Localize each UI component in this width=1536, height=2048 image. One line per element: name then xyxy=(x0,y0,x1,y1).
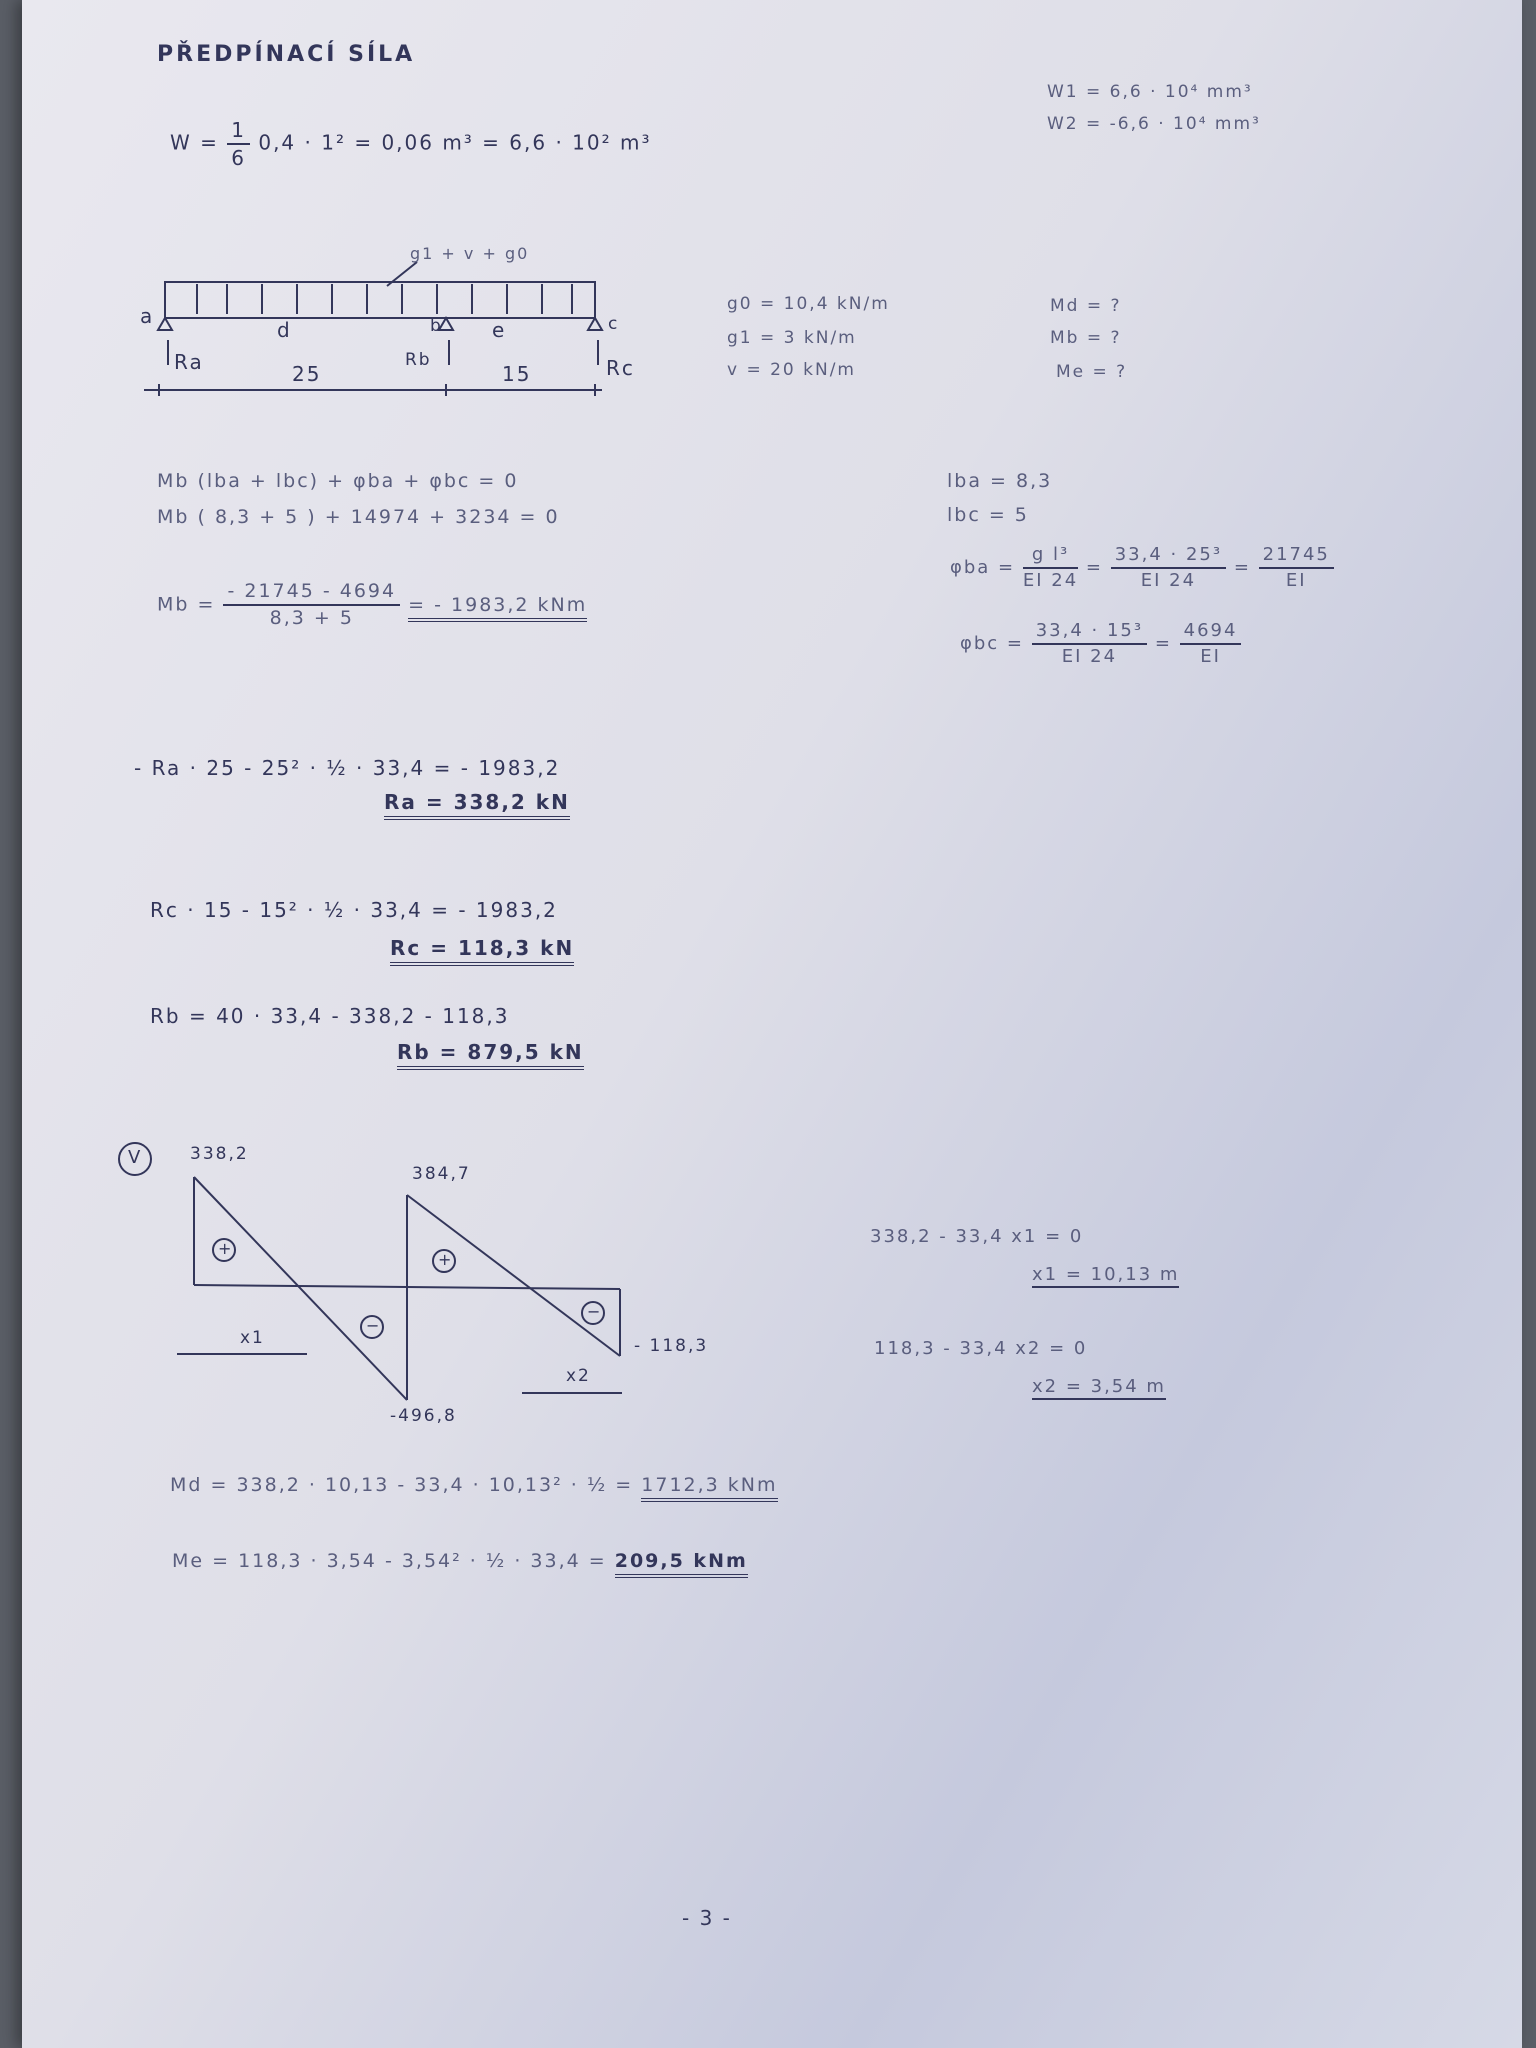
shear-label: V xyxy=(128,1147,141,1168)
mb-lhs: Mb = xyxy=(157,593,216,616)
md-result: 1712,3 kNm xyxy=(641,1474,777,1502)
w2-value: W2 = -6,6 · 10⁴ mm³ xyxy=(1047,114,1261,134)
x1-equation: 338,2 - 33,4 x1 = 0 xyxy=(870,1226,1084,1247)
phi-bc-frac1-den: EI 24 xyxy=(1061,646,1118,667)
rc-equation: Rc · 15 - 15² · ½ · 33,4 = - 1983,2 xyxy=(150,898,558,922)
point-a-label: a xyxy=(140,304,155,328)
mb-num: - 21745 - 4694 xyxy=(223,582,400,606)
shear-diagram xyxy=(22,0,1522,2048)
paper-sheet xyxy=(22,0,1522,2048)
point-d-label: d xyxy=(277,318,292,342)
mb-unknown: Mb = ? xyxy=(1050,328,1122,348)
span-ab-label: 25 xyxy=(292,362,322,386)
md-equation xyxy=(170,1476,778,1495)
phi-bc-formula: φbc = $\frac{\text{33,4 · 15³}}{EI 24}$ = $\frac{4694}{EI}$ xyxy=(960,622,1241,666)
point-b-label: b xyxy=(430,316,443,336)
span-bc-label: 15 xyxy=(502,362,532,386)
w-rest: 0,4 · 1² = 0,06 m³ = 6,6 · 10² m³ xyxy=(258,130,652,155)
phi-ba-formula: φba = $\frac{\text{g l³}}{EI 24}$ = $\frac{\text{33,4 · 25³}}{EI 24}$ = $\frac{21745}{EI}$ xyxy=(950,546,1334,590)
phi-bc-frac1-num: 33,4 · 15³ xyxy=(1032,622,1147,645)
reaction-b-label: Rb xyxy=(405,350,432,370)
shear-value-b-left: -496,8 xyxy=(390,1406,457,1426)
x1-label: x1 xyxy=(240,1328,265,1348)
phi-ba-frac3-num: 21745 xyxy=(1259,546,1334,569)
me-equation xyxy=(172,1552,748,1571)
shear-value-a: 338,2 xyxy=(190,1144,249,1164)
rc-result-text: Rc = 118,3 kN xyxy=(390,936,574,966)
phi-ba-frac2-num: 33,4 · 25³ xyxy=(1111,546,1226,569)
w-fraction-den: 6 xyxy=(231,146,246,170)
md-unknown: Md = ? xyxy=(1050,296,1122,316)
plus-sign-ab-text: + xyxy=(218,1239,232,1258)
me-result: 209,5 kNm xyxy=(615,1550,748,1578)
g0-value: g0 = 10,4 kN/m xyxy=(727,294,890,314)
x1-result xyxy=(1032,1266,1179,1284)
ra-result-text: Ra = 338,2 kN xyxy=(384,790,570,820)
x2-equation: 118,3 - 33,4 x2 = 0 xyxy=(874,1338,1088,1359)
three-moment-eq2: Mb ( 8,3 + 5 ) + 14974 + 3234 = 0 xyxy=(157,506,560,528)
x2-result xyxy=(1032,1378,1166,1396)
me-unknown: Me = ? xyxy=(1056,362,1128,382)
mb-result: = - 1983,2 kNm xyxy=(408,594,587,622)
shear-line-ab xyxy=(194,1177,407,1400)
phi-ba-frac3-den: EI xyxy=(1285,570,1307,591)
page-title: PŘEDPÍNACÍ SÍLA xyxy=(157,42,416,67)
phi-ba-frac1-num: g l³ xyxy=(1023,546,1078,569)
plus-sign-bc-text: + xyxy=(438,1250,452,1269)
phi-bc-frac2-den: EI xyxy=(1200,646,1221,667)
reaction-c-label: Rc xyxy=(606,356,635,380)
phi-ba-lhs: φba = xyxy=(950,557,1016,578)
phi-bc-frac2-num: 4694 xyxy=(1180,622,1242,645)
w-lhs: W = xyxy=(170,130,219,155)
rb-equation: Rb = 40 · 33,4 - 338,2 - 118,3 xyxy=(150,1004,510,1028)
phi-ba-frac2-den: EI 24 xyxy=(1140,570,1197,591)
three-moment-eq1: Mb (lba + lbc) + φba + φbc = 0 xyxy=(157,470,519,492)
lbc-value: lbc = 5 xyxy=(947,504,1029,526)
w1-value: W1 = 6,6 · 10⁴ mm³ xyxy=(1047,82,1253,102)
me-equation-text: Me = 118,3 · 3,54 - 3,54² · ½ · 33,4 = xyxy=(172,1550,607,1572)
load-label: g1 + v + g0 xyxy=(410,244,530,263)
minus-sign-ab-text: − xyxy=(366,1316,380,1335)
rb-result-text: Rb = 879,5 kN xyxy=(397,1040,584,1070)
ra-equation: - Ra · 25 - 25² · ½ · 33,4 = - 1983,2 xyxy=(134,756,561,780)
phi-ba-frac1-den: EI 24 xyxy=(1022,570,1079,591)
v-value: v = 20 kN/m xyxy=(727,360,856,380)
md-equation-text: Md = 338,2 · 10,13 - 33,4 · 10,13² · ½ = xyxy=(170,1474,634,1496)
shear-line-bc xyxy=(407,1195,620,1356)
page-number: - 3 - xyxy=(682,1906,732,1930)
x2-label: x2 xyxy=(566,1366,591,1386)
x2-result-text: x2 = 3,54 m xyxy=(1032,1376,1166,1400)
shear-value-c: - 118,3 xyxy=(634,1336,709,1356)
reaction-a-label: Ra xyxy=(174,350,204,374)
point-c-label: c xyxy=(608,314,620,334)
shear-value-b-right: 384,7 xyxy=(412,1164,471,1184)
w-fraction-num: 1 xyxy=(227,120,250,145)
point-e-label: e xyxy=(492,318,507,342)
x1-result-text: x1 = 10,13 m xyxy=(1032,1264,1179,1288)
lba-value: lba = 8,3 xyxy=(947,470,1053,492)
minus-sign-bc-text: − xyxy=(587,1302,601,1321)
mb-den: 8,3 + 5 xyxy=(269,607,354,629)
g1-value: g1 = 3 kN/m xyxy=(727,328,857,348)
phi-bc-lhs: φbc = xyxy=(960,633,1024,654)
